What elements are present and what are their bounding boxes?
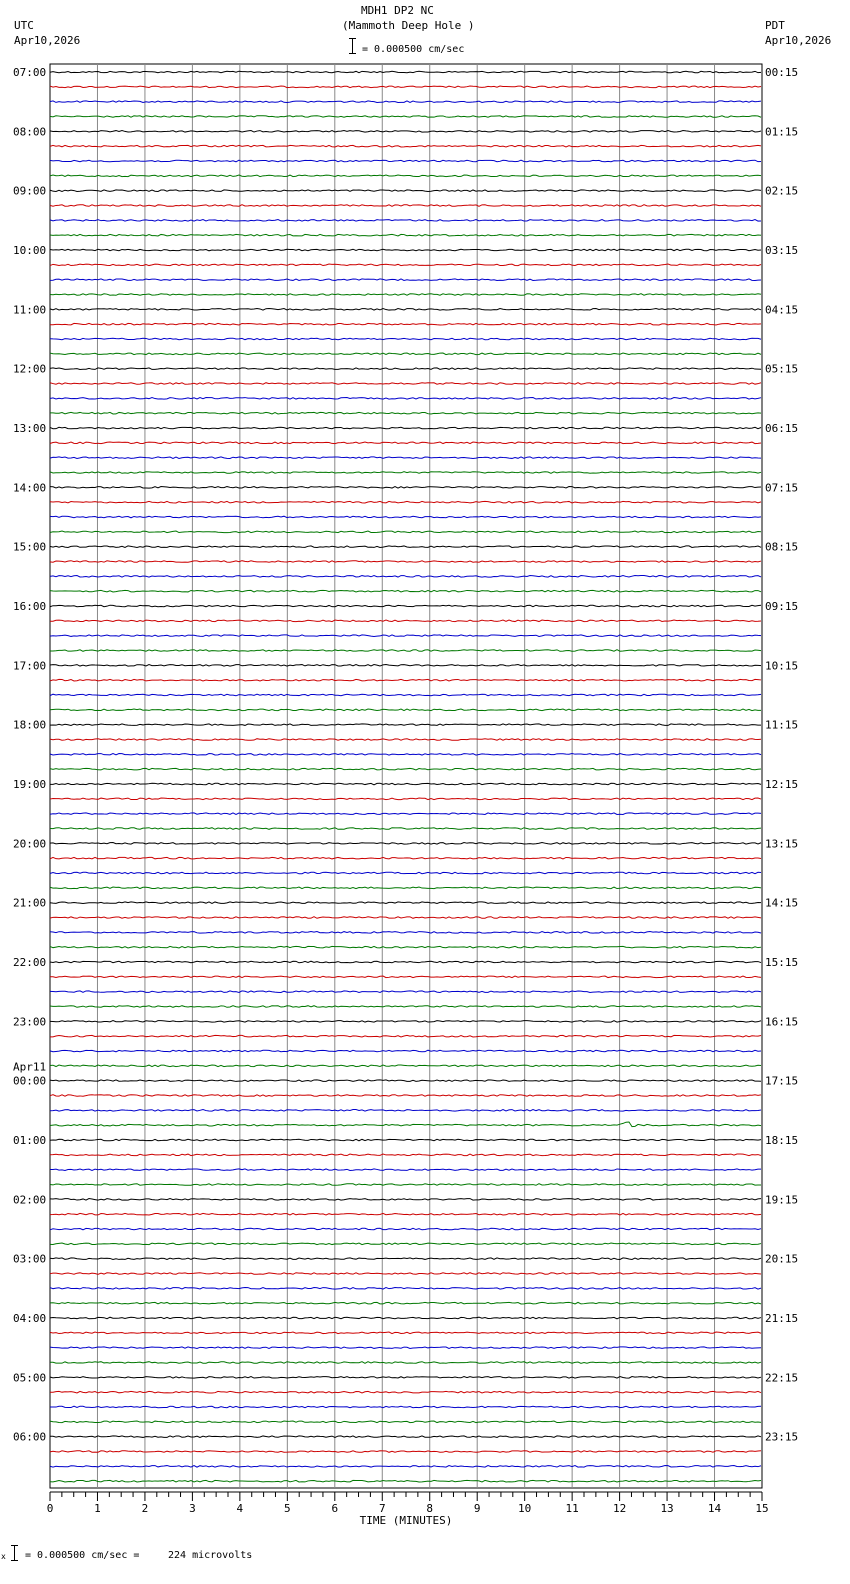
trace-line (50, 917, 761, 919)
x-tick-label: 6 (331, 1502, 339, 1515)
trace-line (50, 249, 761, 251)
utc-hour-label: 15:00 (13, 540, 47, 554)
trace-line (50, 561, 761, 563)
pdt-hour-label: 13:15 (765, 837, 799, 851)
right-timezone: PDT (765, 19, 785, 32)
pdt-hour-label: 08:15 (765, 540, 799, 554)
trace-line (50, 1006, 761, 1008)
trace-line (50, 383, 761, 385)
trace-line (50, 1139, 761, 1141)
utc-hour-label: 06:00 (13, 1430, 47, 1444)
trace-line (50, 145, 761, 147)
x-tick-label: 1 (94, 1502, 101, 1515)
pdt-hour-label: 20:15 (765, 1252, 799, 1266)
trace-line (50, 427, 761, 429)
trace-line (50, 160, 761, 162)
trace-line (50, 1095, 761, 1097)
trace-line (50, 946, 761, 948)
scale-label: = 0.000500 cm/sec (362, 44, 465, 55)
x-tick-label: 15 (755, 1502, 769, 1515)
trace-line (50, 1436, 761, 1438)
trace-line (50, 116, 761, 118)
footer-scale-bar-icon (11, 1545, 18, 1561)
left-date: Apr10,2026 (14, 34, 81, 47)
pdt-hour-label: 03:15 (765, 244, 799, 257)
trace-line (50, 650, 761, 652)
x-tick-label: 0 (46, 1502, 54, 1515)
trace-line (50, 887, 761, 889)
pdt-hour-label: 18:15 (765, 1134, 799, 1147)
date-change-label: Apr11 (13, 1060, 47, 1074)
trace-line (50, 472, 761, 474)
x-tick-label: 14 (707, 1502, 722, 1515)
trace-line (50, 1391, 761, 1393)
trace-line (50, 709, 761, 711)
trace-line (50, 991, 761, 993)
trace-line (50, 1258, 761, 1260)
trace-line (50, 902, 761, 904)
pdt-hour-label: 09:15 (765, 600, 799, 613)
trace-line (50, 724, 761, 726)
trace-line (50, 665, 761, 667)
trace-line (50, 101, 761, 103)
trace-line (50, 86, 761, 88)
pdt-hour-label: 00:15 (765, 66, 799, 79)
trace-line (50, 1122, 761, 1127)
trace-line (50, 1421, 761, 1423)
trace-line (50, 175, 761, 177)
trace-line (50, 516, 761, 518)
utc-hour-label: 05:00 (13, 1371, 47, 1385)
utc-hour-label: 08:00 (13, 125, 47, 139)
trace-line (50, 190, 761, 192)
trace-line (50, 1243, 761, 1245)
trace-line (50, 843, 761, 845)
utc-hour-label: 10:00 (13, 244, 47, 257)
utc-hour-label: 21:00 (13, 896, 47, 910)
utc-hour-label: 19:00 (13, 778, 47, 791)
trace-line (50, 1035, 761, 1037)
utc-hour-label: 11:00 (13, 303, 47, 317)
utc-hour-label: 22:00 (13, 956, 47, 969)
footer-scale: = 0.000500 cm/sec = (25, 1550, 140, 1561)
x-tick-label: 5 (284, 1502, 291, 1515)
trace-line (50, 1288, 761, 1290)
footer-microvolts: 224 microvolts (168, 1550, 253, 1561)
trace-line (50, 1302, 761, 1304)
station-title: MDH1 DP2 NC (361, 4, 434, 17)
pdt-hour-label: 17:15 (765, 1074, 799, 1088)
utc-hour-label: 17:00 (13, 659, 47, 673)
trace-line (50, 1184, 761, 1186)
trace-line (50, 828, 761, 830)
trace-line (50, 205, 761, 207)
trace-line (50, 754, 761, 756)
trace-line (50, 1228, 761, 1230)
trace-line (50, 1050, 761, 1052)
trace-line (50, 1169, 761, 1171)
utc-hour-label: 01:00 (13, 1134, 47, 1147)
pdt-hour-label: 01:15 (765, 125, 799, 139)
footer-marker: x (1, 1552, 6, 1561)
x-tick-label: 12 (612, 1502, 627, 1515)
trace-line (50, 590, 761, 592)
utc-hour-label: 03:00 (13, 1252, 47, 1266)
trace-line (50, 635, 761, 637)
trace-line (50, 768, 761, 770)
trace-line (50, 323, 761, 325)
trace-line (50, 1362, 761, 1364)
trace-line (50, 1451, 761, 1453)
trace-line (50, 1199, 761, 1201)
x-tick-label: 7 (378, 1502, 386, 1515)
pdt-hour-label: 23:15 (765, 1430, 799, 1444)
pdt-hour-label: 04:15 (765, 303, 799, 317)
pdt-hour-label: 16:15 (765, 1015, 799, 1029)
trace-line (50, 1080, 761, 1082)
utc-hour-label: 23:00 (13, 1015, 47, 1029)
trace-line (50, 353, 761, 355)
pdt-hour-label: 10:15 (765, 659, 799, 673)
pdt-hour-label: 14:15 (765, 896, 799, 910)
utc-hour-label: 00:00 (13, 1074, 47, 1088)
trace-line (50, 1466, 761, 1468)
trace-line (50, 783, 761, 785)
x-tick-label: 13 (660, 1502, 674, 1515)
utc-hour-label: 20:00 (13, 837, 47, 851)
trace-line (50, 412, 761, 414)
pdt-hour-label: 06:15 (765, 422, 799, 435)
trace-line (50, 457, 761, 459)
utc-hour-label: 12:00 (13, 362, 47, 376)
utc-hour-label: 04:00 (13, 1312, 47, 1325)
pdt-hour-label: 22:15 (765, 1371, 799, 1385)
trace-line (50, 739, 761, 741)
pdt-hour-label: 07:15 (765, 481, 799, 495)
x-tick-label: 2 (141, 1502, 149, 1515)
x-tick-label: 3 (189, 1502, 196, 1515)
trace-line (50, 798, 761, 800)
trace-line (50, 1317, 761, 1319)
trace-line (50, 531, 761, 533)
utc-hour-label: 13:00 (13, 422, 47, 435)
trace-line (50, 813, 761, 815)
trace-line (50, 1273, 761, 1275)
trace-line (50, 220, 761, 222)
pdt-hour-label: 21:15 (765, 1312, 799, 1325)
utc-hour-label: 18:00 (13, 718, 47, 732)
trace-line (50, 279, 761, 281)
trace-line (50, 857, 761, 859)
trace-line (50, 368, 761, 370)
trace-line (50, 131, 761, 133)
trace-line (50, 976, 761, 978)
trace-line (50, 1347, 761, 1349)
x-tick-label: 9 (473, 1502, 481, 1515)
trace-line (50, 338, 761, 340)
x-axis-label: TIME (MINUTES) (359, 1514, 453, 1527)
trace-line (50, 1154, 761, 1156)
trace-line (50, 309, 761, 311)
trace-line (50, 872, 761, 874)
left-timezone: UTC (14, 19, 34, 32)
station-location: (Mammoth Deep Hole ) (342, 19, 475, 32)
trace-line (50, 398, 761, 400)
trace-line (50, 1065, 761, 1067)
trace-line (50, 442, 761, 444)
utc-hour-label: 02:00 (13, 1193, 47, 1207)
trace-line (50, 1021, 761, 1023)
x-tick-label: 10 (518, 1502, 532, 1515)
trace-line (50, 576, 761, 578)
trace-line (50, 546, 761, 548)
trace-line (50, 264, 761, 266)
trace-line (50, 1406, 761, 1408)
trace-line (50, 620, 761, 622)
utc-hour-label: 16:00 (13, 600, 47, 613)
pdt-hour-label: 02:15 (765, 184, 799, 198)
trace-line (50, 1213, 761, 1215)
trace-line (50, 932, 761, 934)
x-tick-label: 8 (426, 1502, 434, 1515)
trace-line (50, 1332, 761, 1334)
pdt-hour-label: 05:15 (765, 362, 799, 376)
trace-line (50, 961, 761, 963)
trace-line (50, 71, 761, 73)
trace-line (50, 294, 761, 296)
utc-hour-label: 14:00 (13, 481, 47, 495)
pdt-hour-label: 12:15 (765, 778, 799, 791)
trace-line (50, 694, 761, 696)
pdt-hour-label: 11:15 (765, 718, 799, 732)
x-tick-label: 4 (236, 1502, 244, 1515)
pdt-hour-label: 19:15 (765, 1193, 799, 1207)
trace-line (50, 1480, 761, 1482)
trace-line (50, 605, 761, 607)
trace-line (50, 679, 761, 681)
plot-frame (50, 64, 762, 1488)
trace-line (50, 1110, 761, 1112)
right-date: Apr10,2026 (765, 34, 832, 47)
utc-hour-label: 07:00 (13, 66, 47, 79)
trace-line (50, 501, 761, 503)
utc-hour-label: 09:00 (13, 184, 47, 198)
x-tick-label: 11 (565, 1502, 579, 1515)
trace-line (50, 234, 761, 236)
trace-line (50, 1377, 761, 1379)
pdt-hour-label: 15:15 (765, 956, 799, 969)
trace-line (50, 487, 761, 489)
